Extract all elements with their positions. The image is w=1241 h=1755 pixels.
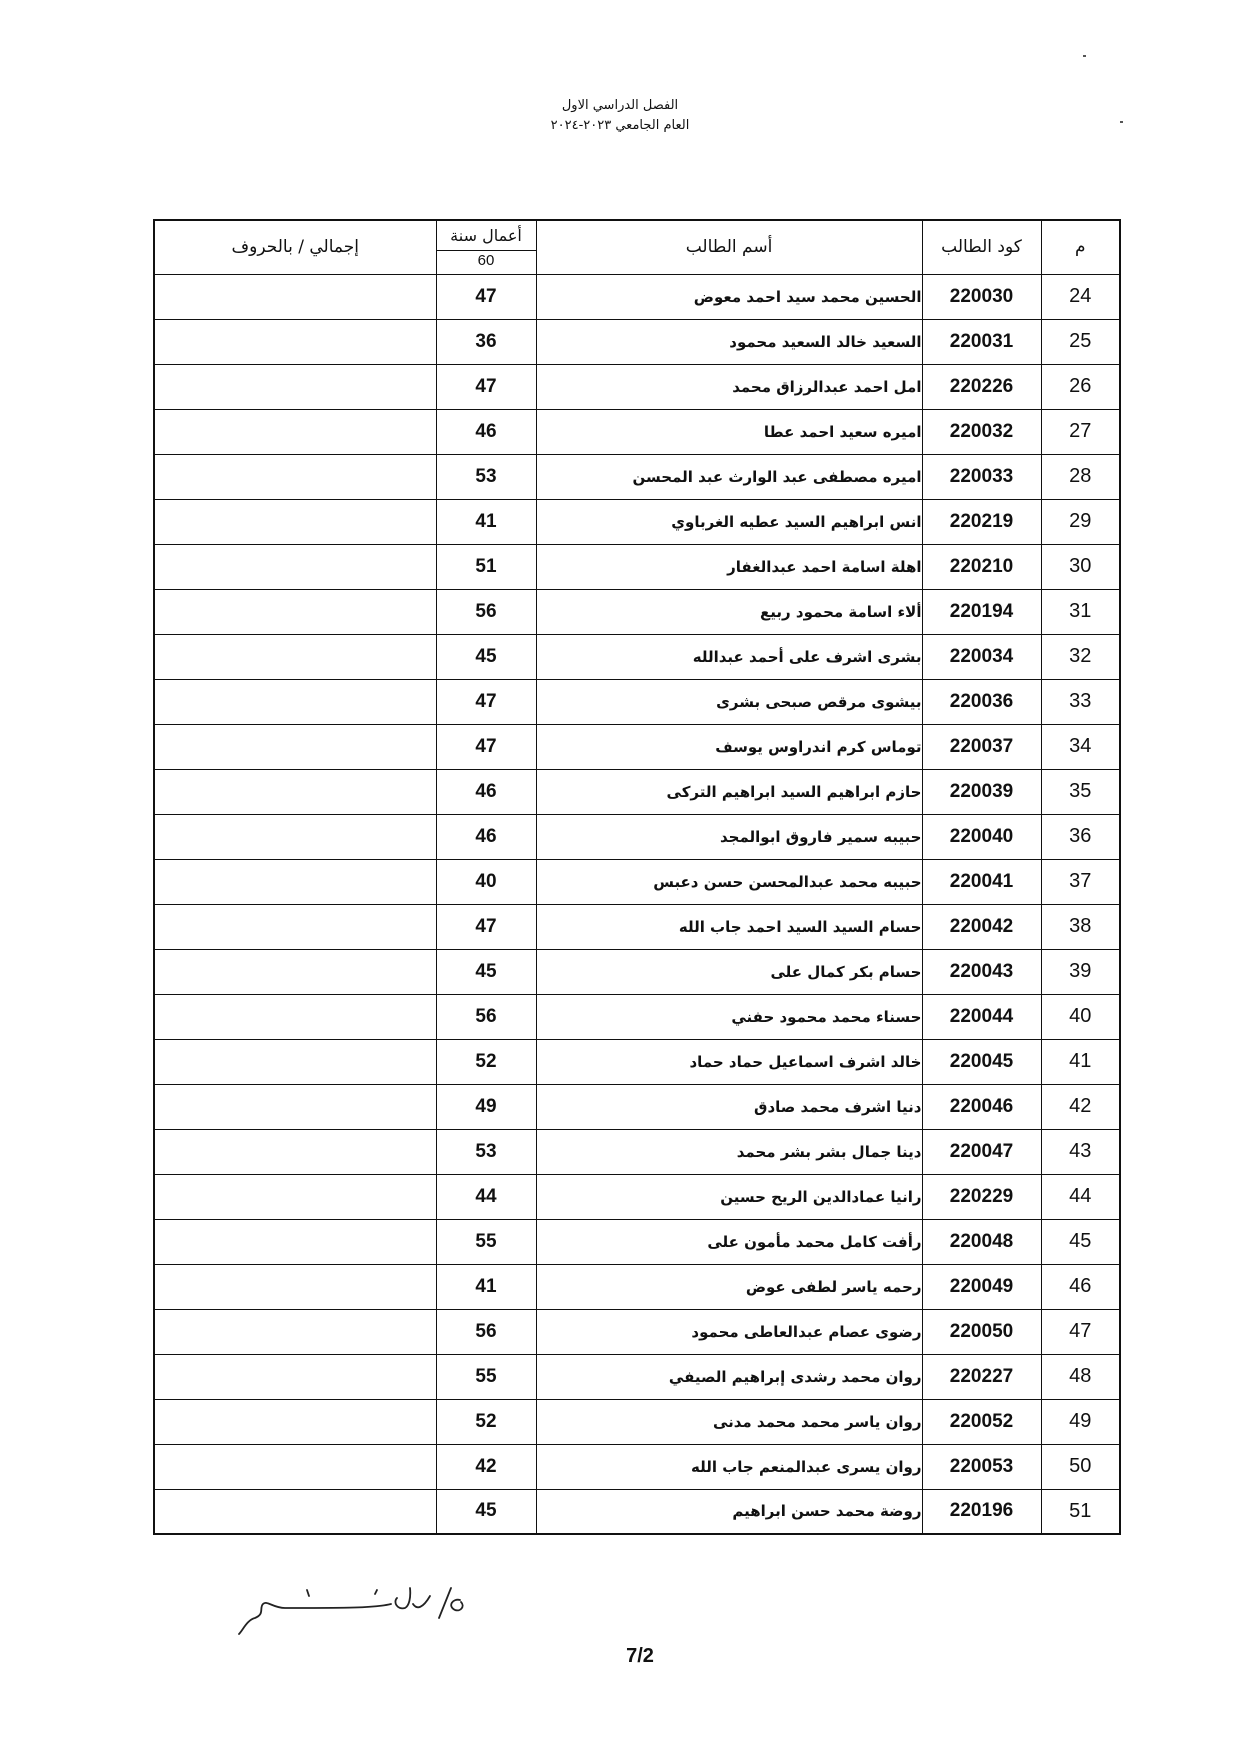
- row-index-cell: 24: [1041, 274, 1120, 319]
- coursework-score-cell: 53: [436, 1129, 536, 1174]
- coursework-score-cell: 41: [436, 1264, 536, 1309]
- student-name-cell: دنيا اشرف محمد صادق: [536, 1084, 922, 1129]
- student-code-cell: 220030: [922, 274, 1041, 319]
- row-index-cell: 41: [1041, 1039, 1120, 1084]
- row-index-cell: 38: [1041, 904, 1120, 949]
- scan-speck: [1120, 121, 1123, 123]
- table-row: [154, 1084, 1120, 1129]
- row-index-cell: 34: [1041, 724, 1120, 769]
- student-code-cell: 220036: [922, 679, 1041, 724]
- row-index-cell: 37: [1041, 859, 1120, 904]
- student-name-cell: رحمه ياسر لطفى عوض: [536, 1264, 922, 1309]
- row-index-cell: 47: [1041, 1309, 1120, 1354]
- coursework-score-cell: 42: [436, 1444, 536, 1489]
- total-in-words-cell: [154, 949, 436, 994]
- total-in-words-cell: [154, 994, 436, 1039]
- table-row: [154, 859, 1120, 904]
- table-row: [154, 994, 1120, 1039]
- total-in-words-cell: [154, 814, 436, 859]
- student-name-cell: رانيا عمادالدين الريح حسين: [536, 1174, 922, 1219]
- coursework-score-cell: 49: [436, 1084, 536, 1129]
- row-index-cell: 50: [1041, 1444, 1120, 1489]
- coursework-score-cell: 36: [436, 319, 536, 364]
- row-index-cell: 49: [1041, 1399, 1120, 1444]
- total-in-words-cell: [154, 859, 436, 904]
- table-row: [154, 904, 1120, 949]
- scan-speck: [1083, 55, 1086, 57]
- table-row: [154, 769, 1120, 814]
- student-code-cell: 220046: [922, 1084, 1041, 1129]
- student-name-cell: خالد اشرف اسماعيل حماد حماد: [536, 1039, 922, 1084]
- total-in-words-cell: [154, 544, 436, 589]
- student-name-cell: دينا جمال بشر بشر محمد: [536, 1129, 922, 1174]
- table-row: [154, 274, 1120, 319]
- student-name-cell: روان ياسر محمد محمد مدنى: [536, 1399, 922, 1444]
- coursework-score-cell: 56: [436, 994, 536, 1039]
- student-name-cell: روضة محمد حسن ابراهيم: [536, 1489, 922, 1534]
- table-row: [154, 364, 1120, 409]
- coursework-score-cell: 56: [436, 1309, 536, 1354]
- coursework-score-cell: 52: [436, 1039, 536, 1084]
- student-name-cell: توماس كرم اندراوس يوسف: [536, 724, 922, 769]
- total-in-words-cell: [154, 319, 436, 364]
- student-code-cell: 220043: [922, 949, 1041, 994]
- coursework-title: أعمال سنة: [437, 224, 536, 251]
- page-number: 7/2: [626, 1645, 654, 1667]
- coursework-score-cell: 40: [436, 859, 536, 904]
- row-index-cell: 51: [1041, 1489, 1120, 1534]
- student-code-cell: 220037: [922, 724, 1041, 769]
- row-index-cell: 46: [1041, 1264, 1120, 1309]
- student-code-cell: 220044: [922, 994, 1041, 1039]
- student-code-cell: 220045: [922, 1039, 1041, 1084]
- student-code-cell: 220048: [922, 1219, 1041, 1264]
- total-in-words-cell: [154, 904, 436, 949]
- table-row: [154, 1264, 1120, 1309]
- grades-table: [153, 219, 1121, 1535]
- table-row: [154, 1399, 1120, 1444]
- row-index-cell: 39: [1041, 949, 1120, 994]
- coursework-score-cell: 47: [436, 679, 536, 724]
- total-in-words-cell: [154, 409, 436, 454]
- table-row: [154, 409, 1120, 454]
- table-row: [154, 1129, 1120, 1174]
- total-in-words-cell: [154, 1354, 436, 1399]
- document-header: [500, 96, 740, 136]
- student-code-cell: 220032: [922, 409, 1041, 454]
- table-row: [154, 1219, 1120, 1264]
- student-name-cell: ألاء اسامة محمود ربيع: [536, 589, 922, 634]
- table-row: [154, 1039, 1120, 1084]
- row-index-cell: 35: [1041, 769, 1120, 814]
- total-in-words-cell: [154, 1084, 436, 1129]
- table-row: [154, 1174, 1120, 1219]
- student-code-cell: 220210: [922, 544, 1041, 589]
- total-in-words-cell: [154, 634, 436, 679]
- table-row: [154, 454, 1120, 499]
- coursework-score-cell: 45: [436, 949, 536, 994]
- total-in-words-cell: [154, 454, 436, 499]
- coursework-score-cell: 47: [436, 724, 536, 769]
- coursework-score-cell: 46: [436, 409, 536, 454]
- student-code-cell: 220227: [922, 1354, 1041, 1399]
- student-code-cell: 220040: [922, 814, 1041, 859]
- total-in-words-cell: [154, 1264, 436, 1309]
- student-code-cell: 220039: [922, 769, 1041, 814]
- coursework-score-cell: 55: [436, 1354, 536, 1399]
- total-in-words-cell: [154, 1399, 436, 1444]
- total-in-words-cell: [154, 1489, 436, 1534]
- total-in-words-cell: [154, 1219, 436, 1264]
- table-header-row: [154, 220, 1120, 274]
- table-row: [154, 1309, 1120, 1354]
- student-code-cell: 220053: [922, 1444, 1041, 1489]
- total-in-words-cell: [154, 679, 436, 724]
- row-index-cell: 40: [1041, 994, 1120, 1039]
- handwritten-signature: [225, 1578, 475, 1638]
- student-name-cell: انس ابراهيم السيد عطيه الغرباوي: [536, 499, 922, 544]
- coursework-score-cell: 41: [436, 499, 536, 544]
- student-code-cell: 220047: [922, 1129, 1041, 1174]
- total-in-words-cell: [154, 499, 436, 544]
- coursework-score-cell: 53: [436, 454, 536, 499]
- row-index-cell: 31: [1041, 589, 1120, 634]
- student-name-cell: رضوى عصام عبدالعاطى محمود: [536, 1309, 922, 1354]
- semester-label: الفصل الدراسي الاول: [561, 98, 679, 113]
- coursework-score-cell: 55: [436, 1219, 536, 1264]
- row-index-cell: 36: [1041, 814, 1120, 859]
- student-code-header: كود الطالب: [922, 220, 1041, 274]
- row-index-cell: 25: [1041, 319, 1120, 364]
- student-name-cell: حسناء محمد محمود حفني: [536, 994, 922, 1039]
- row-index-cell: 44: [1041, 1174, 1120, 1219]
- row-index-cell: 26: [1041, 364, 1120, 409]
- row-index-cell: 33: [1041, 679, 1120, 724]
- row-index-cell: 32: [1041, 634, 1120, 679]
- student-code-cell: 220041: [922, 859, 1041, 904]
- coursework-score-cell: 47: [436, 364, 536, 409]
- row-index-cell: 28: [1041, 454, 1120, 499]
- student-code-cell: 220219: [922, 499, 1041, 544]
- total-in-words-cell: [154, 364, 436, 409]
- student-name-cell: حبيبه محمد عبدالمحسن حسن دعبس: [536, 859, 922, 904]
- student-name-cell: اهلة اسامة احمد عبدالغفار: [536, 544, 922, 589]
- total-in-words-cell: [154, 1309, 436, 1354]
- student-code-cell: 220034: [922, 634, 1041, 679]
- student-name-cell: رأفت كامل محمد مأمون على: [536, 1219, 922, 1264]
- total-in-words-cell: [154, 769, 436, 814]
- table-row: [154, 679, 1120, 724]
- student-code-cell: 220042: [922, 904, 1041, 949]
- student-code-cell: 220049: [922, 1264, 1041, 1309]
- student-code-cell: 220052: [922, 1399, 1041, 1444]
- total-in-words-cell: [154, 1174, 436, 1219]
- student-name-cell: السعيد خالد السعيد محمود: [536, 319, 922, 364]
- coursework-score-cell: 47: [436, 904, 536, 949]
- student-name-cell: روان يسرى عبدالمنعم جاب الله: [536, 1444, 922, 1489]
- student-name-cell: حازم ابراهيم السيد ابراهيم التركى: [536, 769, 922, 814]
- table-row: [154, 949, 1120, 994]
- coursework-score-cell: 46: [436, 769, 536, 814]
- row-index-cell: 48: [1041, 1354, 1120, 1399]
- student-name-cell: اميره سعيد احمد عطا: [536, 409, 922, 454]
- coursework-score-cell: 44: [436, 1174, 536, 1219]
- coursework-header: [436, 220, 536, 274]
- coursework-score-cell: 45: [436, 634, 536, 679]
- coursework-score-cell: 47: [436, 274, 536, 319]
- student-name-cell: بيشوى مرقص صبحى بشرى: [536, 679, 922, 724]
- table-row: [154, 1489, 1120, 1534]
- total-in-words-header: إجمالي / بالحروف: [154, 220, 436, 274]
- student-code-cell: 220031: [922, 319, 1041, 364]
- coursework-score-cell: 52: [436, 1399, 536, 1444]
- coursework-score-cell: 56: [436, 589, 536, 634]
- index-header: م: [1041, 220, 1120, 274]
- student-name-cell: امل احمد عبدالرزاق محمد: [536, 364, 922, 409]
- table-row: [154, 814, 1120, 859]
- row-index-cell: 43: [1041, 1129, 1120, 1174]
- coursework-score-cell: 51: [436, 544, 536, 589]
- row-index-cell: 30: [1041, 544, 1120, 589]
- student-name-header: أسم الطالب: [536, 220, 922, 274]
- total-in-words-cell: [154, 1039, 436, 1084]
- table-row: [154, 1354, 1120, 1399]
- student-name-cell: روان محمد رشدى إبراهيم الصيفي: [536, 1354, 922, 1399]
- academic-year-label: العام الجامعي ٢٠٢٣-٢٠٢٤: [550, 118, 690, 133]
- student-name-cell: حسام بكر كمال على: [536, 949, 922, 994]
- student-code-cell: 220194: [922, 589, 1041, 634]
- student-name-cell: حسام السيد السيد احمد جاب الله: [536, 904, 922, 949]
- student-code-cell: 220229: [922, 1174, 1041, 1219]
- student-code-cell: 220033: [922, 454, 1041, 499]
- student-name-cell: اميره مصطفى عبد الوارث عبد المحسن: [536, 454, 922, 499]
- student-code-cell: 220196: [922, 1489, 1041, 1534]
- student-name-cell: بشرى اشرف على أحمد عبدالله: [536, 634, 922, 679]
- table-row: [154, 724, 1120, 769]
- student-name-cell: الحسين محمد سيد احمد معوض: [536, 274, 922, 319]
- row-index-cell: 29: [1041, 499, 1120, 544]
- table-row: [154, 589, 1120, 634]
- row-index-cell: 45: [1041, 1219, 1120, 1264]
- table-row: [154, 499, 1120, 544]
- table-row: [154, 544, 1120, 589]
- total-in-words-cell: [154, 274, 436, 319]
- row-index-cell: 27: [1041, 409, 1120, 454]
- student-code-cell: 220226: [922, 364, 1041, 409]
- total-in-words-cell: [154, 1129, 436, 1174]
- student-code-cell: 220050: [922, 1309, 1041, 1354]
- table-row: [154, 634, 1120, 679]
- row-index-cell: 42: [1041, 1084, 1120, 1129]
- total-in-words-cell: [154, 1444, 436, 1489]
- coursework-score-cell: 45: [436, 1489, 536, 1534]
- student-name-cell: حبيبه سمير فاروق ابوالمجد: [536, 814, 922, 859]
- coursework-score-cell: 46: [436, 814, 536, 859]
- total-in-words-cell: [154, 589, 436, 634]
- total-in-words-cell: [154, 724, 436, 769]
- coursework-max: 60: [477, 251, 495, 269]
- table-row: [154, 1444, 1120, 1489]
- table-row: [154, 319, 1120, 364]
